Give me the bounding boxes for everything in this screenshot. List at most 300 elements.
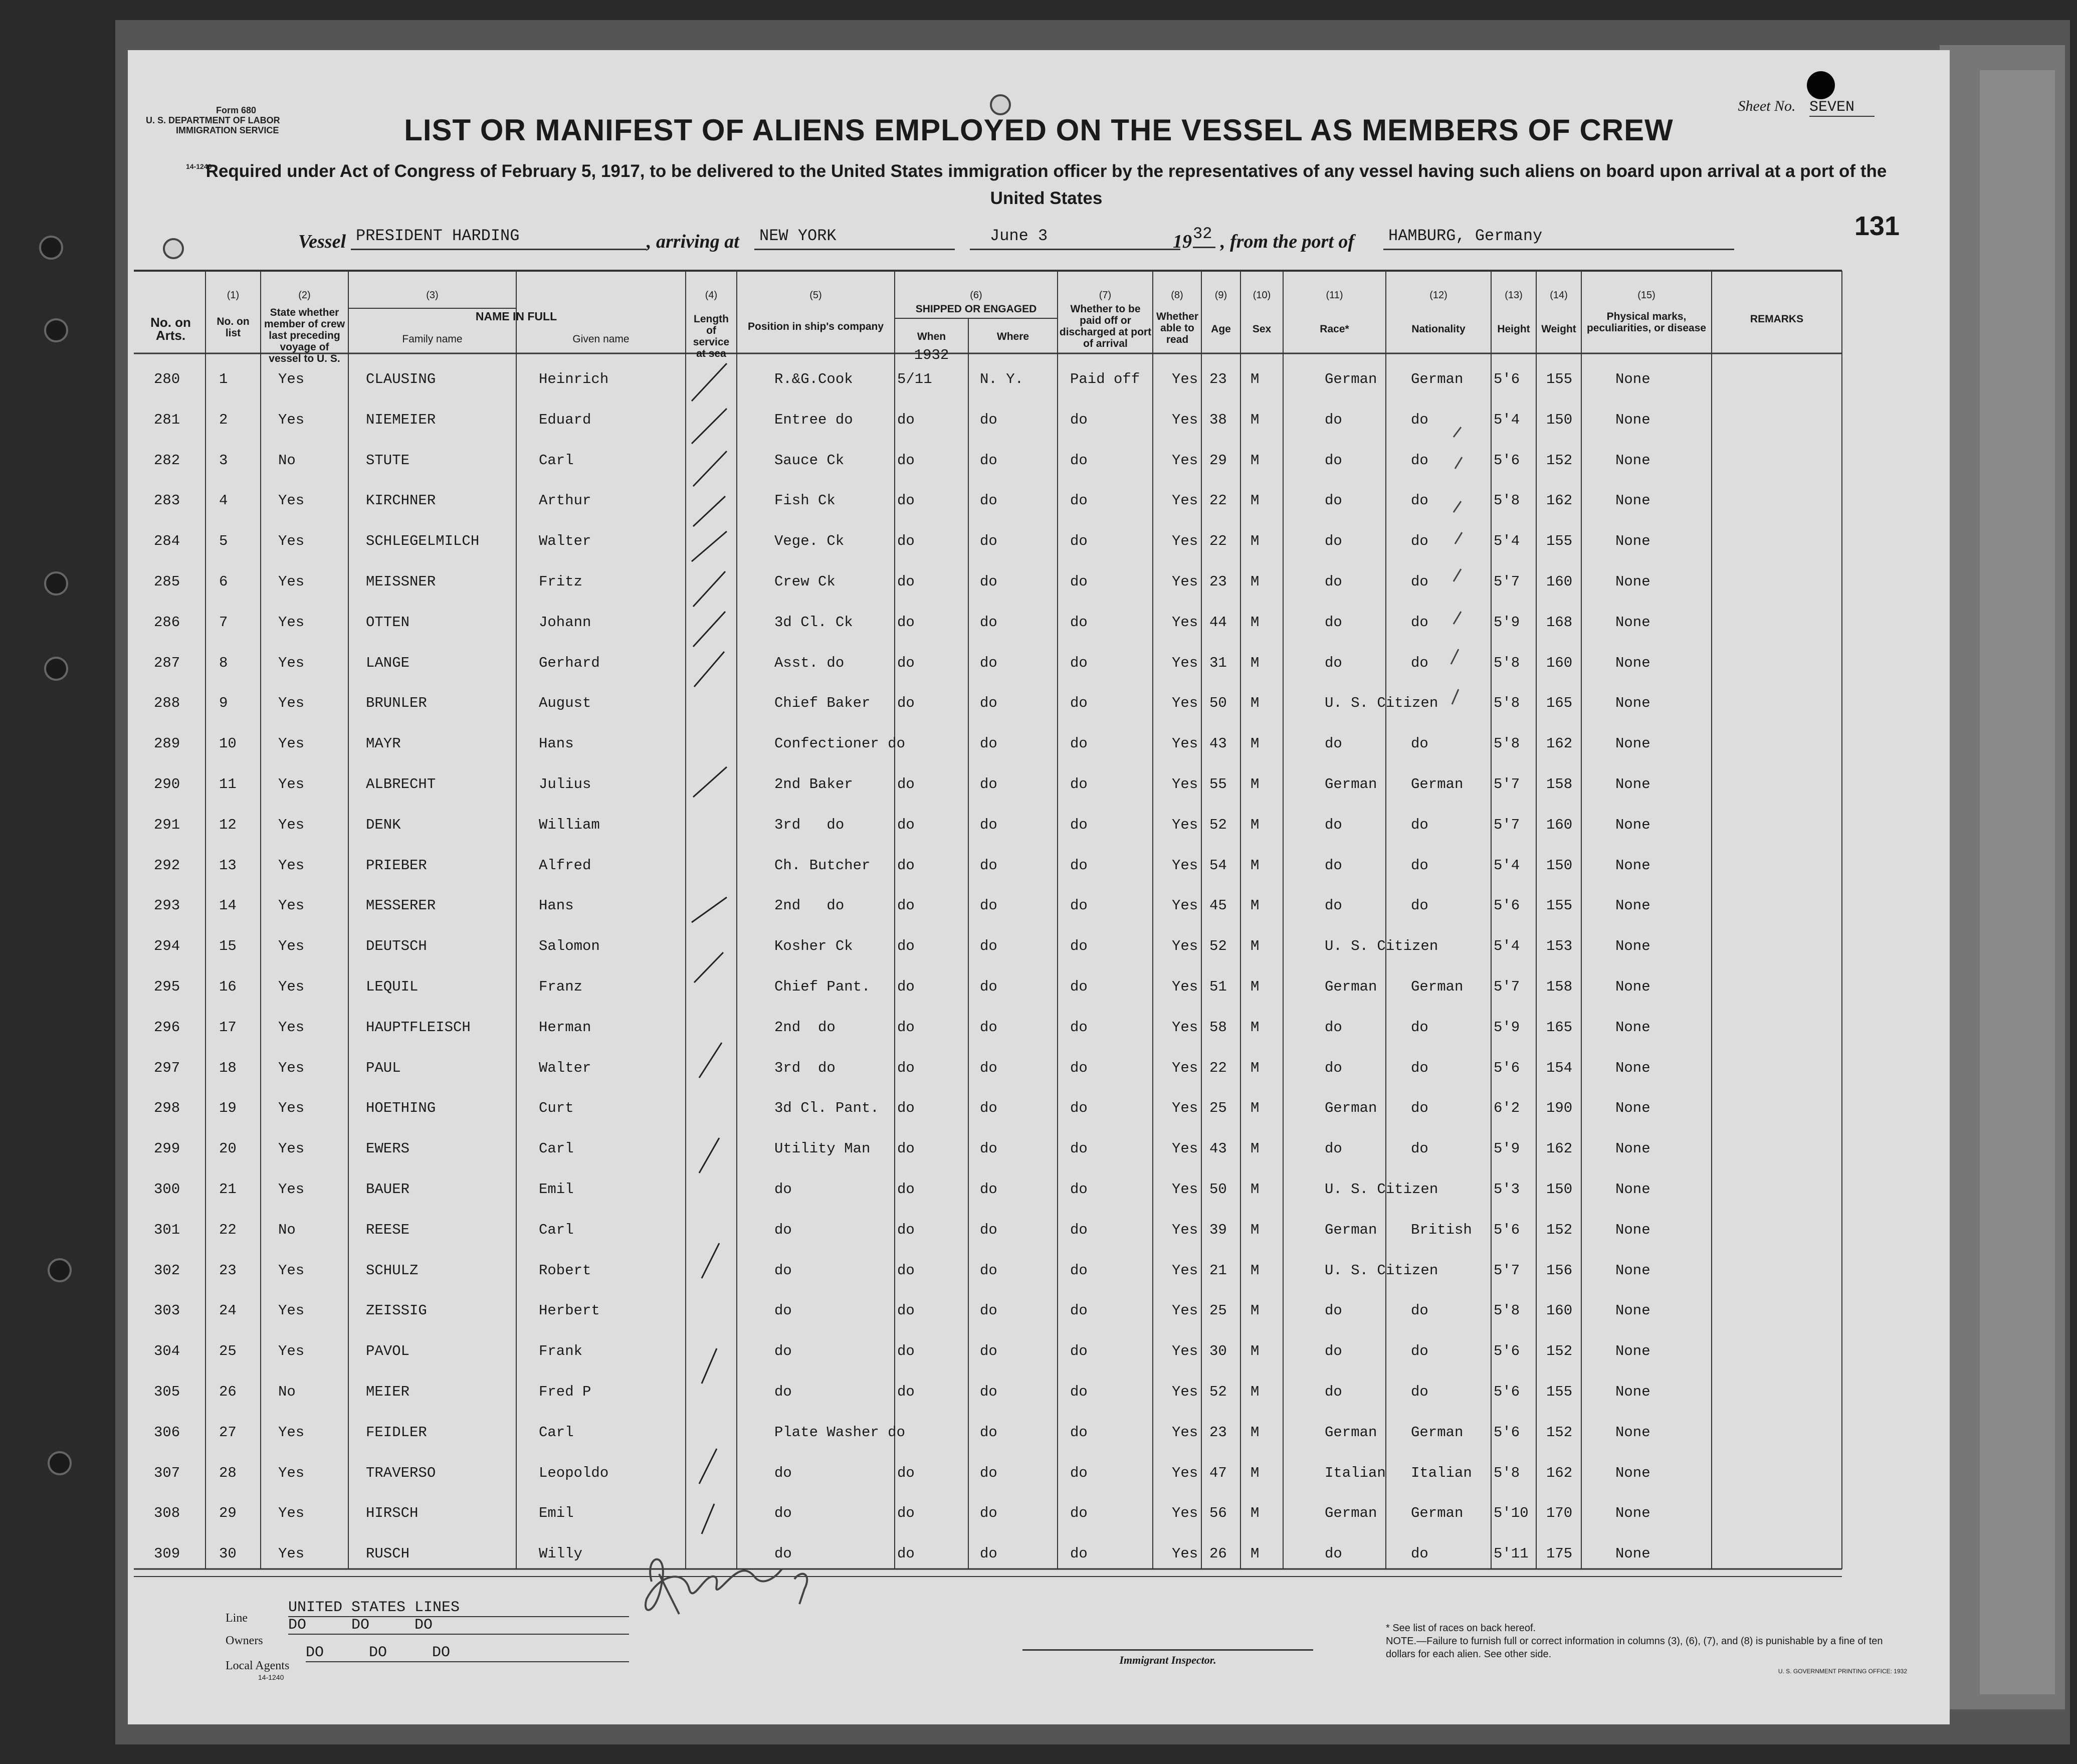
cell-race: do — [1325, 857, 1342, 874]
cell-when: do — [897, 492, 915, 509]
cell-given: Emil — [539, 1505, 574, 1522]
cell-paid: do — [1070, 776, 1088, 793]
cell-position: Crew Ck — [774, 573, 836, 590]
line-label: Line — [226, 1612, 248, 1625]
cell-sex: M — [1251, 1019, 1260, 1036]
header-nationality: Nationality — [1411, 323, 1466, 335]
cell-paid: do — [1070, 1302, 1088, 1319]
cell-arts: 299 — [154, 1140, 180, 1157]
cell-age: 52 — [1209, 816, 1227, 833]
cell-sex: M — [1251, 1181, 1260, 1198]
header-age: Age — [1211, 323, 1231, 335]
footnote-races: * See list of races on back hereof. — [1386, 1623, 1536, 1634]
cell-arts: 296 — [154, 1019, 180, 1036]
cell-position: Utility Man — [774, 1140, 871, 1157]
cell-arts: 291 — [154, 816, 180, 833]
cell-when: do — [897, 1140, 915, 1157]
cell-read: Yes — [1172, 1019, 1198, 1036]
binder-hole — [48, 1258, 72, 1282]
cell-crew: Yes — [278, 978, 305, 995]
cell-height: 5'9 — [1494, 614, 1520, 631]
cell-weight: 152 — [1546, 1424, 1573, 1441]
cell-physical: None — [1615, 776, 1650, 793]
cell-crew: Yes — [278, 1181, 305, 1198]
cell-arts: 305 — [154, 1384, 180, 1400]
col-num-9: (9) — [1214, 290, 1227, 301]
cell-when: do — [897, 573, 915, 590]
cell-crew: Yes — [278, 1019, 305, 1036]
cell-crew: Yes — [278, 857, 305, 874]
cell-family: MEISSNER — [366, 573, 436, 590]
cell-weight: 153 — [1546, 938, 1573, 955]
cell-sex: M — [1251, 978, 1260, 995]
header-when-year: 1932 — [914, 347, 949, 363]
cell-no: 12 — [219, 816, 237, 833]
col-num-11: (11) — [1326, 290, 1343, 301]
cell-given: William — [539, 816, 600, 833]
cell-weight: 152 — [1546, 1343, 1573, 1360]
header-name-in-full: NAME IN FULL — [475, 310, 557, 323]
cell-read: Yes — [1172, 411, 1198, 428]
table-row — [128, 1374, 1950, 1411]
cell-read: Yes — [1172, 1262, 1198, 1279]
cell-where: do — [980, 1464, 997, 1481]
cell-arts: 297 — [154, 1059, 180, 1076]
cell-nationality: do — [1411, 654, 1428, 671]
cell-height: 5'10 — [1494, 1505, 1529, 1522]
cell-given: Eduard — [539, 411, 591, 428]
page-code: 131 — [1854, 211, 1900, 241]
cell-nationality: do — [1411, 1019, 1428, 1036]
sheet-number-value: SEVEN — [1809, 99, 1875, 117]
cell-crew: Yes — [278, 573, 305, 590]
cell-physical: None — [1615, 857, 1650, 874]
cell-given: Fritz — [539, 573, 583, 590]
cell-weight: 156 — [1546, 1262, 1573, 1279]
binder-hole — [39, 236, 63, 260]
cell-age: 31 — [1209, 654, 1227, 671]
cell-nationality: do — [1411, 533, 1428, 550]
line-value: UNITED STATES LINES — [288, 1599, 629, 1617]
cell-paid: do — [1070, 1019, 1088, 1036]
cell-nationality: do — [1411, 614, 1428, 631]
cell-weight: 162 — [1546, 1140, 1573, 1157]
cell-sex: M — [1251, 1059, 1260, 1076]
header-remarks: REMARKS — [1750, 313, 1804, 325]
cell-height: 5'6 — [1494, 1059, 1520, 1076]
cell-paid: do — [1070, 816, 1088, 833]
cell-nationality: do — [1411, 1059, 1428, 1076]
cell-age: 43 — [1209, 1140, 1227, 1157]
cell-race: German — [1325, 1221, 1377, 1238]
cell-physical: None — [1615, 1424, 1650, 1441]
col-num-3: (3) — [426, 290, 439, 301]
header-weight: Weight — [1541, 323, 1576, 335]
cell-position: 2nd Baker — [774, 776, 853, 793]
cell-where: do — [980, 1140, 997, 1157]
cell-read: Yes — [1172, 1464, 1198, 1481]
cell-age: 43 — [1209, 735, 1227, 752]
cell-when: do — [897, 533, 915, 550]
cell-read: Yes — [1172, 573, 1198, 590]
cell-physical: None — [1615, 1262, 1650, 1279]
cell-paid: do — [1070, 1464, 1088, 1481]
cell-where: do — [980, 1424, 997, 1441]
col-num-5: (5) — [809, 290, 822, 301]
cell-race: do — [1325, 816, 1342, 833]
cell-no: 13 — [219, 857, 237, 874]
cell-race: do — [1325, 1140, 1342, 1157]
binder-hole — [44, 318, 68, 342]
cell-age: 22 — [1209, 492, 1227, 509]
cell-weight: 165 — [1546, 1019, 1573, 1036]
cell-height: 6'2 — [1494, 1100, 1520, 1117]
cell-age: 22 — [1209, 533, 1227, 550]
cell-when: do — [897, 1019, 915, 1036]
cell-given: Hans — [539, 897, 574, 914]
cell-no: 8 — [219, 654, 228, 671]
cell-sex: M — [1251, 1464, 1260, 1481]
cell-arts: 303 — [154, 1302, 180, 1319]
cell-weight: 160 — [1546, 573, 1573, 590]
cell-age: 30 — [1209, 1343, 1227, 1360]
cell-physical: None — [1615, 1140, 1650, 1157]
cell-physical: None — [1615, 614, 1650, 631]
cell-crew: Yes — [278, 1464, 305, 1481]
vessel-name: PRESIDENT HARDING — [351, 227, 647, 250]
cell-height: 5'4 — [1494, 857, 1520, 874]
cell-weight: 170 — [1546, 1505, 1573, 1522]
cell-weight: 158 — [1546, 776, 1573, 793]
cell-read: Yes — [1172, 492, 1198, 509]
cell-where: do — [980, 1302, 997, 1319]
cell-given: Julius — [539, 776, 591, 793]
cell-height: 5'4 — [1494, 938, 1520, 955]
cell-age: 50 — [1209, 695, 1227, 712]
cell-where: do — [980, 776, 997, 793]
arrival-date: June 3 — [970, 227, 1180, 250]
cell-no: 9 — [219, 695, 228, 712]
cell-age: 29 — [1209, 452, 1227, 469]
cell-family: BRUNLER — [366, 695, 427, 712]
cell-when: do — [897, 1343, 915, 1360]
cell-arts: 307 — [154, 1464, 180, 1481]
cell-read: Yes — [1172, 735, 1198, 752]
cell-where: do — [980, 1505, 997, 1522]
cell-physical: None — [1615, 1505, 1650, 1522]
cell-paid: do — [1070, 411, 1088, 428]
cell-no: 22 — [219, 1221, 237, 1238]
cell-where: do — [980, 533, 997, 550]
cell-race: German — [1325, 776, 1377, 793]
cell-read: Yes — [1172, 695, 1198, 712]
cell-position: do — [774, 1343, 792, 1360]
cell-family: TRAVERSO — [366, 1464, 436, 1481]
cell-where: do — [980, 938, 997, 955]
table-row — [128, 1090, 1950, 1127]
cell-when: do — [897, 816, 915, 833]
cell-when: do — [897, 1384, 915, 1400]
cell-nationality: do — [1411, 1343, 1428, 1360]
cell-when: do — [897, 1464, 915, 1481]
cell-race: Italian — [1325, 1464, 1386, 1481]
cell-paid: do — [1070, 1545, 1088, 1562]
cell-position: 3d Cl. Pant. — [774, 1100, 879, 1117]
header-given-name: Given name — [572, 333, 630, 345]
cell-sex: M — [1251, 614, 1260, 631]
cell-sex: M — [1251, 1384, 1260, 1400]
cell-crew: Yes — [278, 776, 305, 793]
cell-position: 2nd do — [774, 897, 845, 914]
cell-physical: None — [1615, 1302, 1650, 1319]
table-row — [128, 928, 1950, 965]
cell-no: 5 — [219, 533, 228, 550]
cell-when: do — [897, 978, 915, 995]
cell-physical: None — [1615, 1019, 1650, 1036]
table-row — [128, 1212, 1950, 1249]
cell-paid: do — [1070, 654, 1088, 671]
cell-age: 23 — [1209, 1424, 1227, 1441]
cell-family: DEUTSCH — [366, 938, 427, 955]
cell-given: Johann — [539, 614, 591, 631]
document-subtitle: Required under Act of Congress of February 5, 1917, to be delivered to the United States immigration officer by the representatives of any vessel having such aliens on board upon arrival at a port of the United States — [205, 161, 1887, 208]
cell-race: do — [1325, 735, 1342, 752]
cell-read: Yes — [1172, 1424, 1198, 1441]
cell-crew: Yes — [278, 1302, 305, 1319]
table-row — [128, 442, 1950, 479]
cell-nationality: do — [1411, 1100, 1428, 1117]
header-sex: Sex — [1252, 323, 1272, 335]
cell-position: do — [774, 1302, 792, 1319]
table-row — [128, 968, 1950, 1006]
cell-read: Yes — [1172, 452, 1198, 469]
col-num-15: (15) — [1637, 290, 1655, 301]
cell-read: Yes — [1172, 371, 1198, 387]
cell-paid: do — [1070, 897, 1088, 914]
cell-nationality: German — [1411, 978, 1464, 995]
cell-where: do — [980, 1384, 997, 1400]
cell-where: do — [980, 1059, 997, 1076]
cell-weight: 162 — [1546, 1464, 1573, 1481]
cell-physical: None — [1615, 1343, 1650, 1360]
table-row — [128, 725, 1950, 762]
cell-no: 16 — [219, 978, 237, 995]
cell-nationality: do — [1411, 1545, 1428, 1562]
cell-family: BAUER — [366, 1181, 410, 1198]
cell-nationality: German — [1411, 1505, 1464, 1522]
cell-position: do — [774, 1384, 792, 1400]
cell-when: do — [897, 857, 915, 874]
cell-read: Yes — [1172, 1140, 1198, 1157]
cell-physical: None — [1615, 1059, 1650, 1076]
cell-physical: None — [1615, 816, 1650, 833]
cell-weight: 175 — [1546, 1545, 1573, 1562]
cell-read: Yes — [1172, 938, 1198, 955]
cell-race: do — [1325, 411, 1342, 428]
cell-paid: do — [1070, 938, 1088, 955]
header-no-on-arts: No. on Arts. — [150, 315, 191, 343]
cell-nationality: German — [1411, 776, 1464, 793]
table-row — [128, 482, 1950, 519]
table-row — [128, 887, 1950, 924]
cell-height: 5'4 — [1494, 533, 1520, 550]
cell-age: 22 — [1209, 1059, 1227, 1076]
cell-arts: 282 — [154, 452, 180, 469]
cell-read: Yes — [1172, 1302, 1198, 1319]
year-prefix: 19 — [1173, 231, 1192, 252]
from-label: , from the port of — [1220, 231, 1355, 252]
cell-sex: M — [1251, 938, 1260, 955]
cell-race: U. S. Citizen — [1325, 938, 1438, 955]
cell-physical: None — [1615, 695, 1650, 712]
cell-crew: Yes — [278, 1262, 305, 1279]
cell-height: 5'7 — [1494, 573, 1520, 590]
cell-crew: Yes — [278, 695, 305, 712]
cell-sex: M — [1251, 816, 1260, 833]
cell-paid: do — [1070, 1181, 1088, 1198]
cell-given: August — [539, 695, 591, 712]
cell-where: do — [980, 695, 997, 712]
cell-physical: None — [1615, 1464, 1650, 1481]
cell-where: do — [980, 654, 997, 671]
cell-physical: None — [1615, 1100, 1650, 1117]
cell-given: Arthur — [539, 492, 591, 509]
cell-position: do — [774, 1505, 792, 1522]
vessel-label: Vessel — [298, 231, 346, 252]
cell-sex: M — [1251, 1221, 1260, 1238]
cell-when: do — [897, 1181, 915, 1198]
table-row — [128, 604, 1950, 641]
cell-physical: None — [1615, 1545, 1650, 1562]
agents-label: Local Agents — [226, 1659, 290, 1672]
cell-given: Frank — [539, 1343, 583, 1360]
col-num-12: (12) — [1429, 290, 1447, 301]
binder-hole — [48, 1451, 72, 1475]
cell-sex: M — [1251, 857, 1260, 874]
table-row — [128, 1009, 1950, 1046]
cell-height: 5'6 — [1494, 371, 1520, 387]
cell-physical: None — [1615, 371, 1650, 387]
col-num-7: (7) — [1099, 290, 1112, 301]
cell-nationality: do — [1411, 1384, 1428, 1400]
cell-race: U. S. Citizen — [1325, 695, 1438, 712]
cell-no: 15 — [219, 938, 237, 955]
cell-when: do — [897, 452, 915, 469]
col-num-2: (2) — [298, 290, 311, 301]
cell-height: 5'8 — [1494, 1302, 1520, 1319]
footnote-note: NOTE.—Failure to furnish full or correct information in columns (3), (6), (7), and (8) is punishable by a fine of ten dollars for each alien. See other side. — [1386, 1636, 1883, 1660]
cell-race: do — [1325, 897, 1342, 914]
col-num-14: (14) — [1550, 290, 1568, 301]
cell-family: LEQUIL — [366, 978, 419, 995]
year-suffix: 32 — [1193, 225, 1215, 248]
cell-given: Curt — [539, 1100, 574, 1117]
cell-given: Emil — [539, 1181, 574, 1198]
cell-nationality: do — [1411, 1140, 1428, 1157]
cell-position: 3rd do — [774, 1059, 836, 1076]
cell-given: Walter — [539, 533, 591, 550]
cell-age: 21 — [1209, 1262, 1227, 1279]
cell-nationality: British — [1411, 1221, 1472, 1238]
cell-nationality: German — [1411, 1424, 1464, 1441]
cell-height: 5'6 — [1494, 1221, 1520, 1238]
cell-arts: 301 — [154, 1221, 180, 1238]
cell-paid: do — [1070, 533, 1088, 550]
cell-crew: Yes — [278, 411, 305, 428]
cell-race: do — [1325, 614, 1342, 631]
table-row — [128, 1333, 1950, 1370]
cell-weight: 152 — [1546, 1221, 1573, 1238]
cell-no: 4 — [219, 492, 228, 509]
col-num-1: (1) — [227, 290, 240, 301]
cell-when: do — [897, 897, 915, 914]
cell-when: do — [897, 1505, 915, 1522]
cell-crew: Yes — [278, 816, 305, 833]
cell-no: 29 — [219, 1505, 237, 1522]
cell-height: 5'8 — [1494, 735, 1520, 752]
cell-race: German — [1325, 1424, 1377, 1441]
cell-when: do — [897, 1262, 915, 1279]
cell-height: 5'7 — [1494, 978, 1520, 995]
cell-physical: None — [1615, 1221, 1650, 1238]
header-shipped: SHIPPED OR ENGAGED — [915, 303, 1037, 315]
cell-age: 39 — [1209, 1221, 1227, 1238]
cell-height: 5'7 — [1494, 1262, 1520, 1279]
cell-height: 5'9 — [1494, 1140, 1520, 1157]
cell-weight: 162 — [1546, 735, 1573, 752]
cell-family: FEIDLER — [366, 1424, 427, 1441]
cell-sex: M — [1251, 1545, 1260, 1562]
cell-sex: M — [1251, 492, 1260, 509]
form-number: Form 680 — [216, 105, 257, 115]
owners-label: Owners — [226, 1634, 263, 1647]
agents-value: DO DO DO — [306, 1644, 629, 1662]
cell-nationality: do — [1411, 411, 1428, 428]
cell-read: Yes — [1172, 1221, 1198, 1238]
cell-given: Leopoldo — [539, 1464, 609, 1481]
cell-no: 28 — [219, 1464, 237, 1481]
cell-crew: Yes — [278, 1343, 305, 1360]
cell-given: Fred P — [539, 1384, 591, 1400]
header-no-on-list: No. on list — [217, 316, 250, 339]
cell-physical: None — [1615, 978, 1650, 995]
header-position: Position in ship's company — [747, 321, 884, 332]
cell-height: 5'11 — [1494, 1545, 1529, 1562]
agents-code: 14-1240 — [258, 1673, 284, 1681]
cell-where: do — [980, 411, 997, 428]
cell-nationality: do — [1411, 816, 1428, 833]
cell-read: Yes — [1172, 614, 1198, 631]
cell-physical: None — [1615, 492, 1650, 509]
cell-family: PRIEBER — [366, 857, 427, 874]
cell-no: 10 — [219, 735, 237, 752]
cell-sex: M — [1251, 1424, 1260, 1441]
cell-sex: M — [1251, 371, 1260, 387]
cell-arts: 283 — [154, 492, 180, 509]
cell-read: Yes — [1172, 897, 1198, 914]
cell-height: 5'7 — [1494, 776, 1520, 793]
cell-position: do — [774, 1262, 792, 1279]
cell-family: REESE — [366, 1221, 410, 1238]
cell-family: CLAUSING — [366, 371, 436, 387]
cell-arts: 294 — [154, 938, 180, 955]
cell-paid: do — [1070, 492, 1088, 509]
cell-physical: None — [1615, 654, 1650, 671]
cell-paid: do — [1070, 1140, 1088, 1157]
cell-read: Yes — [1172, 1181, 1198, 1198]
cell-arts: 287 — [154, 654, 180, 671]
cell-crew: No — [278, 452, 296, 469]
